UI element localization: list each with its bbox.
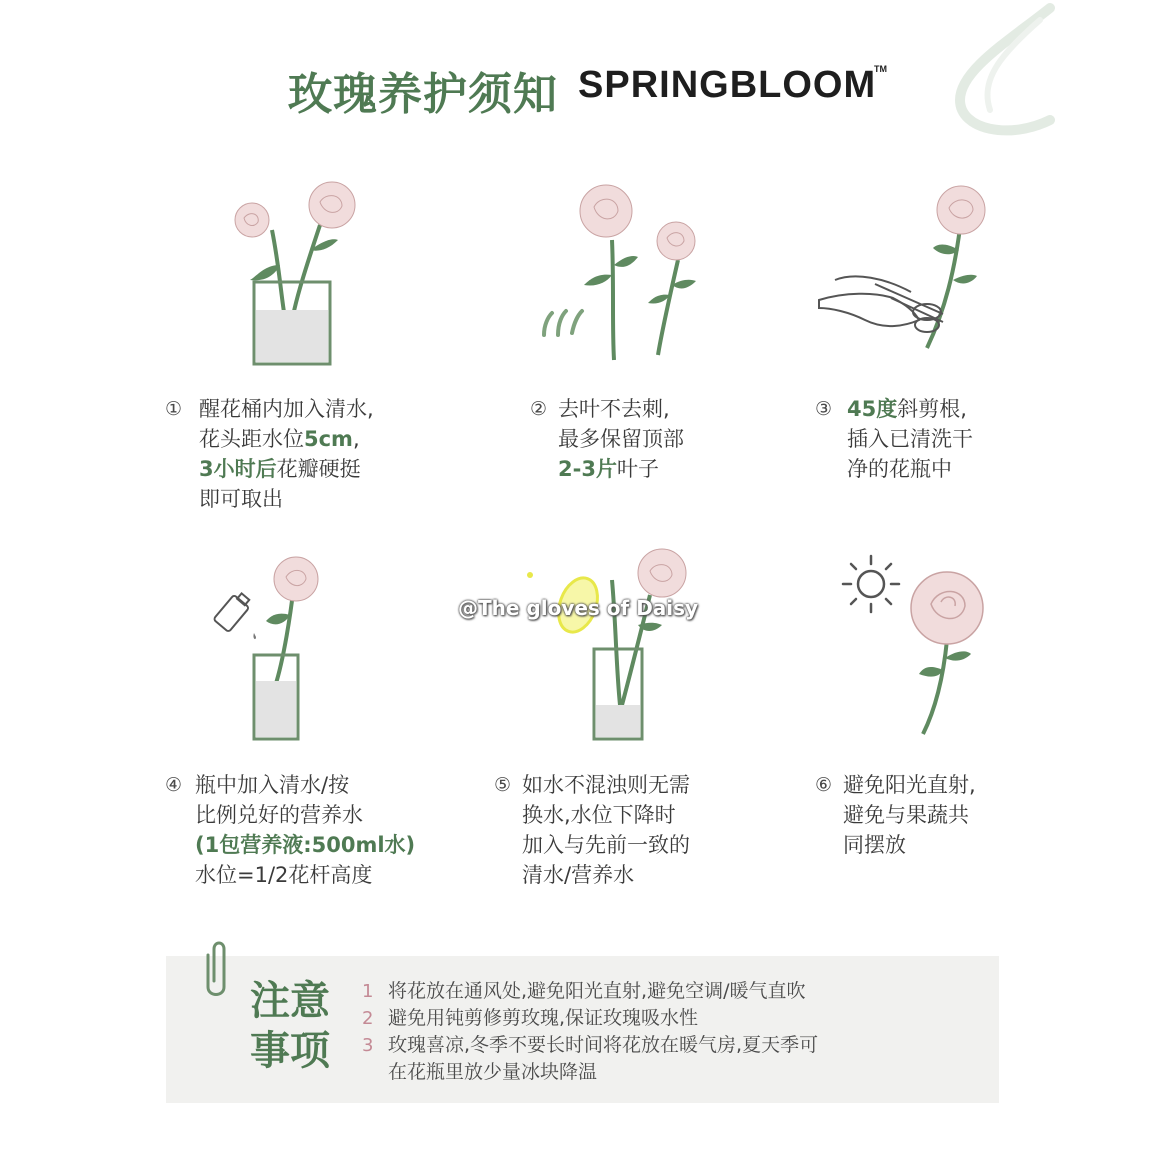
note-item-3-number: 3 bbox=[362, 1035, 374, 1056]
step-1-text bbox=[199, 394, 374, 514]
step-text: 瓶中加入清水/按 bbox=[195, 773, 350, 797]
highlight-text: (1包营养液:500ml水) bbox=[195, 833, 416, 857]
step-text: 净的花瓶中 bbox=[847, 457, 952, 481]
highlight-text: 2-3片 bbox=[558, 457, 617, 481]
clean-water-vase-illustration bbox=[520, 545, 700, 745]
step-4-number: ④ bbox=[165, 774, 183, 796]
step-line bbox=[199, 424, 374, 454]
step-text: 比例兑好的营养水 bbox=[195, 803, 363, 827]
step-line bbox=[843, 800, 976, 830]
step-text: 避免与果蔬共 bbox=[843, 803, 969, 827]
step-2-text bbox=[558, 394, 684, 484]
step-text: 同摆放 bbox=[843, 833, 906, 857]
step-line bbox=[847, 424, 973, 454]
step-text: 水位=1/2花杆高度 bbox=[195, 863, 373, 887]
step-line bbox=[847, 454, 973, 484]
step-text: 斜剪根, bbox=[897, 397, 967, 421]
step-text: 避免阳光直射, bbox=[843, 773, 976, 797]
highlight-text: 45度 bbox=[847, 397, 898, 421]
step-6-number: ⑥ bbox=[815, 774, 833, 796]
notes-heading-line-1: 注意 bbox=[250, 978, 330, 1024]
step-text: 花头距水位 bbox=[199, 427, 304, 451]
step-text: 醒花桶内加入清水, bbox=[199, 397, 374, 421]
step-line bbox=[847, 394, 973, 424]
step-line bbox=[199, 394, 374, 424]
roses-leaves-illustration bbox=[530, 175, 710, 365]
brand-name: SPRINGBLOOM bbox=[578, 64, 877, 106]
step-6-text bbox=[843, 770, 976, 860]
step-4-text bbox=[195, 770, 415, 890]
step-line bbox=[522, 830, 690, 860]
step-line bbox=[558, 454, 684, 484]
step-1 bbox=[165, 394, 445, 518]
step-line bbox=[843, 830, 976, 860]
step-line bbox=[558, 424, 684, 454]
step-3-number: ③ bbox=[815, 398, 833, 420]
step-text: , bbox=[352, 427, 360, 451]
step-1-number: ① bbox=[165, 398, 183, 420]
step-line bbox=[199, 454, 374, 484]
trademark-mark: TM bbox=[874, 64, 887, 74]
step-4 bbox=[165, 770, 455, 894]
sun-rose-illustration bbox=[835, 550, 1005, 740]
step-line bbox=[199, 484, 374, 514]
highlight-text: 5cm bbox=[304, 427, 353, 451]
step-text: 去叶不去刺, bbox=[558, 397, 670, 421]
step-2 bbox=[530, 394, 760, 488]
step-text: 最多保留顶部 bbox=[558, 427, 684, 451]
step-5 bbox=[494, 770, 754, 894]
step-line bbox=[522, 860, 690, 890]
step-line bbox=[522, 770, 690, 800]
step-text: 换水,水位下降时 bbox=[522, 803, 676, 827]
step-5-number: ⑤ bbox=[494, 774, 512, 796]
step-text: 叶子 bbox=[616, 457, 659, 481]
step-text: 清水/营养水 bbox=[522, 863, 635, 887]
two-roses-vase-illustration bbox=[220, 170, 360, 370]
note-item-1-text: 将花放在通风处,避免阳光直射,避免空调/暖气直吹 bbox=[388, 980, 806, 1002]
page-title: 玫瑰养护须知 bbox=[288, 69, 558, 120]
note-item-1-number: 1 bbox=[362, 981, 374, 1002]
step-2-number: ② bbox=[530, 398, 548, 420]
step-5-text bbox=[522, 770, 690, 890]
nutrient-vase-illustration bbox=[210, 555, 340, 745]
step-text: 花瓣硬挺 bbox=[276, 457, 361, 481]
notes-heading bbox=[250, 976, 350, 1076]
step-line bbox=[195, 800, 415, 830]
decorative-swoosh bbox=[900, 0, 1060, 160]
paperclip-icon bbox=[196, 935, 236, 1005]
step-line bbox=[843, 770, 976, 800]
notes-heading-line-2: 事项 bbox=[250, 1028, 330, 1074]
step-6 bbox=[815, 770, 1035, 864]
note-item-2-number: 2 bbox=[362, 1008, 374, 1029]
step-text: 如水不混浊则无需 bbox=[522, 773, 690, 797]
highlight-text: 3小时后 bbox=[199, 457, 277, 481]
step-line bbox=[522, 800, 690, 830]
note-item-2-text: 避免用钝剪修剪玫瑰,保证玫瑰吸水性 bbox=[388, 1007, 699, 1029]
note-item-3-text-line-2: 在花瓶里放少量冰块降温 bbox=[388, 1061, 598, 1083]
step-line bbox=[195, 770, 415, 800]
step-text: 插入已清洗干 bbox=[847, 427, 973, 451]
step-line bbox=[195, 860, 415, 890]
step-text: 即可取出 bbox=[199, 487, 283, 511]
step-3 bbox=[815, 394, 1035, 488]
step-line bbox=[558, 394, 684, 424]
scissors-cutting-illustration bbox=[815, 180, 1005, 360]
note-item-3-text: 玫瑰喜凉,冬季不要长时间将花放在暖气房,夏天季可 bbox=[388, 1034, 819, 1056]
step-line bbox=[195, 830, 415, 860]
step-3-text bbox=[847, 394, 973, 484]
watermark: @The gloves of Daisy bbox=[458, 596, 699, 620]
step-text: 加入与先前一致的 bbox=[522, 833, 690, 857]
